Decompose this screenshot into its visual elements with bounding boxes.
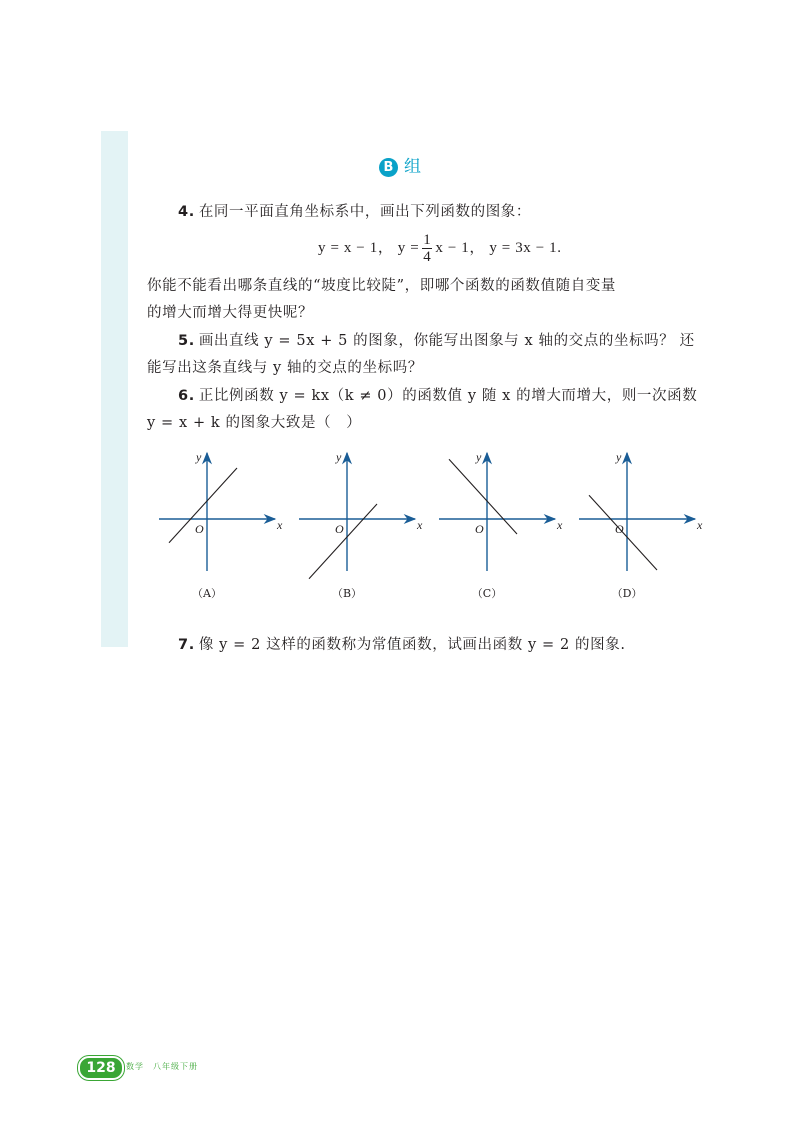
question-4-line-2: 你能不能看出哪条直线的“坡度比较陡”，即哪个函数的函数值随自变量 <box>147 278 617 294</box>
question-5 <box>178 329 695 350</box>
margin-band <box>101 131 128 647</box>
function-2-prefix: y = <box>397 239 420 256</box>
fraction-one-quarter <box>422 232 432 265</box>
origin-label: O <box>335 522 344 536</box>
graph-option-a <box>159 450 283 600</box>
fraction-denominator: 4 <box>423 249 432 265</box>
graph-option-c <box>439 450 563 600</box>
book-title: 数学 八年级下册 <box>126 1062 198 1071</box>
question-7-text: 像 y = 2 这样的函数称为常值函数，试画出函数 y = 2 的图象. <box>198 637 626 653</box>
question-5-line-2: 能写出这条直线与 y 轴的交点的坐标吗？ <box>147 360 423 376</box>
option-label: （B） <box>331 587 363 600</box>
question-4 <box>178 200 531 221</box>
question-5-number: 5. <box>178 333 195 349</box>
x-axis-label: x <box>557 518 563 532</box>
origin-label: O <box>195 522 204 536</box>
group-badge: B <box>379 158 398 177</box>
graph-option-b <box>299 450 423 600</box>
page-number: 128 <box>78 1056 124 1080</box>
y-axis-label: y <box>196 450 202 464</box>
question-4-number: 4. <box>178 204 195 220</box>
question-7-number: 7. <box>178 637 195 653</box>
question-6-line-1: 正比例函数 y = kx（k ≠ 0）的函数值 y 随 x 的增大而增大，则一次函数 <box>198 388 698 404</box>
question-4-line-3: 的增大而增大得更快呢？ <box>147 305 314 321</box>
answer-graphs <box>150 445 720 615</box>
question-6 <box>178 384 697 405</box>
option-label: （C） <box>471 587 503 600</box>
origin-label: O <box>615 522 624 536</box>
function-2-suffix: x − 1， <box>435 239 485 256</box>
x-axis-label: x <box>417 518 423 532</box>
x-axis-label: x <box>277 518 283 532</box>
option-label: （A） <box>192 587 222 600</box>
question-7 <box>178 633 626 654</box>
group-heading <box>0 152 800 177</box>
y-axis-label: y <box>476 450 482 464</box>
question-4-text: 在同一平面直角坐标系中，画出下列函数的图象： <box>198 204 532 220</box>
option-label: （D） <box>611 587 643 600</box>
graph-option-d <box>579 450 703 600</box>
question-6-number: 6. <box>178 388 195 404</box>
function-1: y = x − 1， <box>318 239 394 256</box>
question-4-functions <box>318 232 562 265</box>
function-line <box>309 504 377 579</box>
x-axis-label: x <box>697 518 703 532</box>
origin-label: O <box>475 522 484 536</box>
y-axis-label: y <box>616 450 622 464</box>
question-5-line-1: 画出直线 y = 5x + 5 的图象，你能写出图象与 x 轴的交点的坐标吗？ 还 <box>198 333 695 349</box>
fraction-numerator: 1 <box>423 232 432 248</box>
question-6-line-2: y = x + k 的图象大致是（ ） <box>147 415 362 431</box>
y-axis-label: y <box>336 450 342 464</box>
function-3: y = 3x − 1. <box>489 239 562 256</box>
group-label: 组 <box>404 157 421 177</box>
